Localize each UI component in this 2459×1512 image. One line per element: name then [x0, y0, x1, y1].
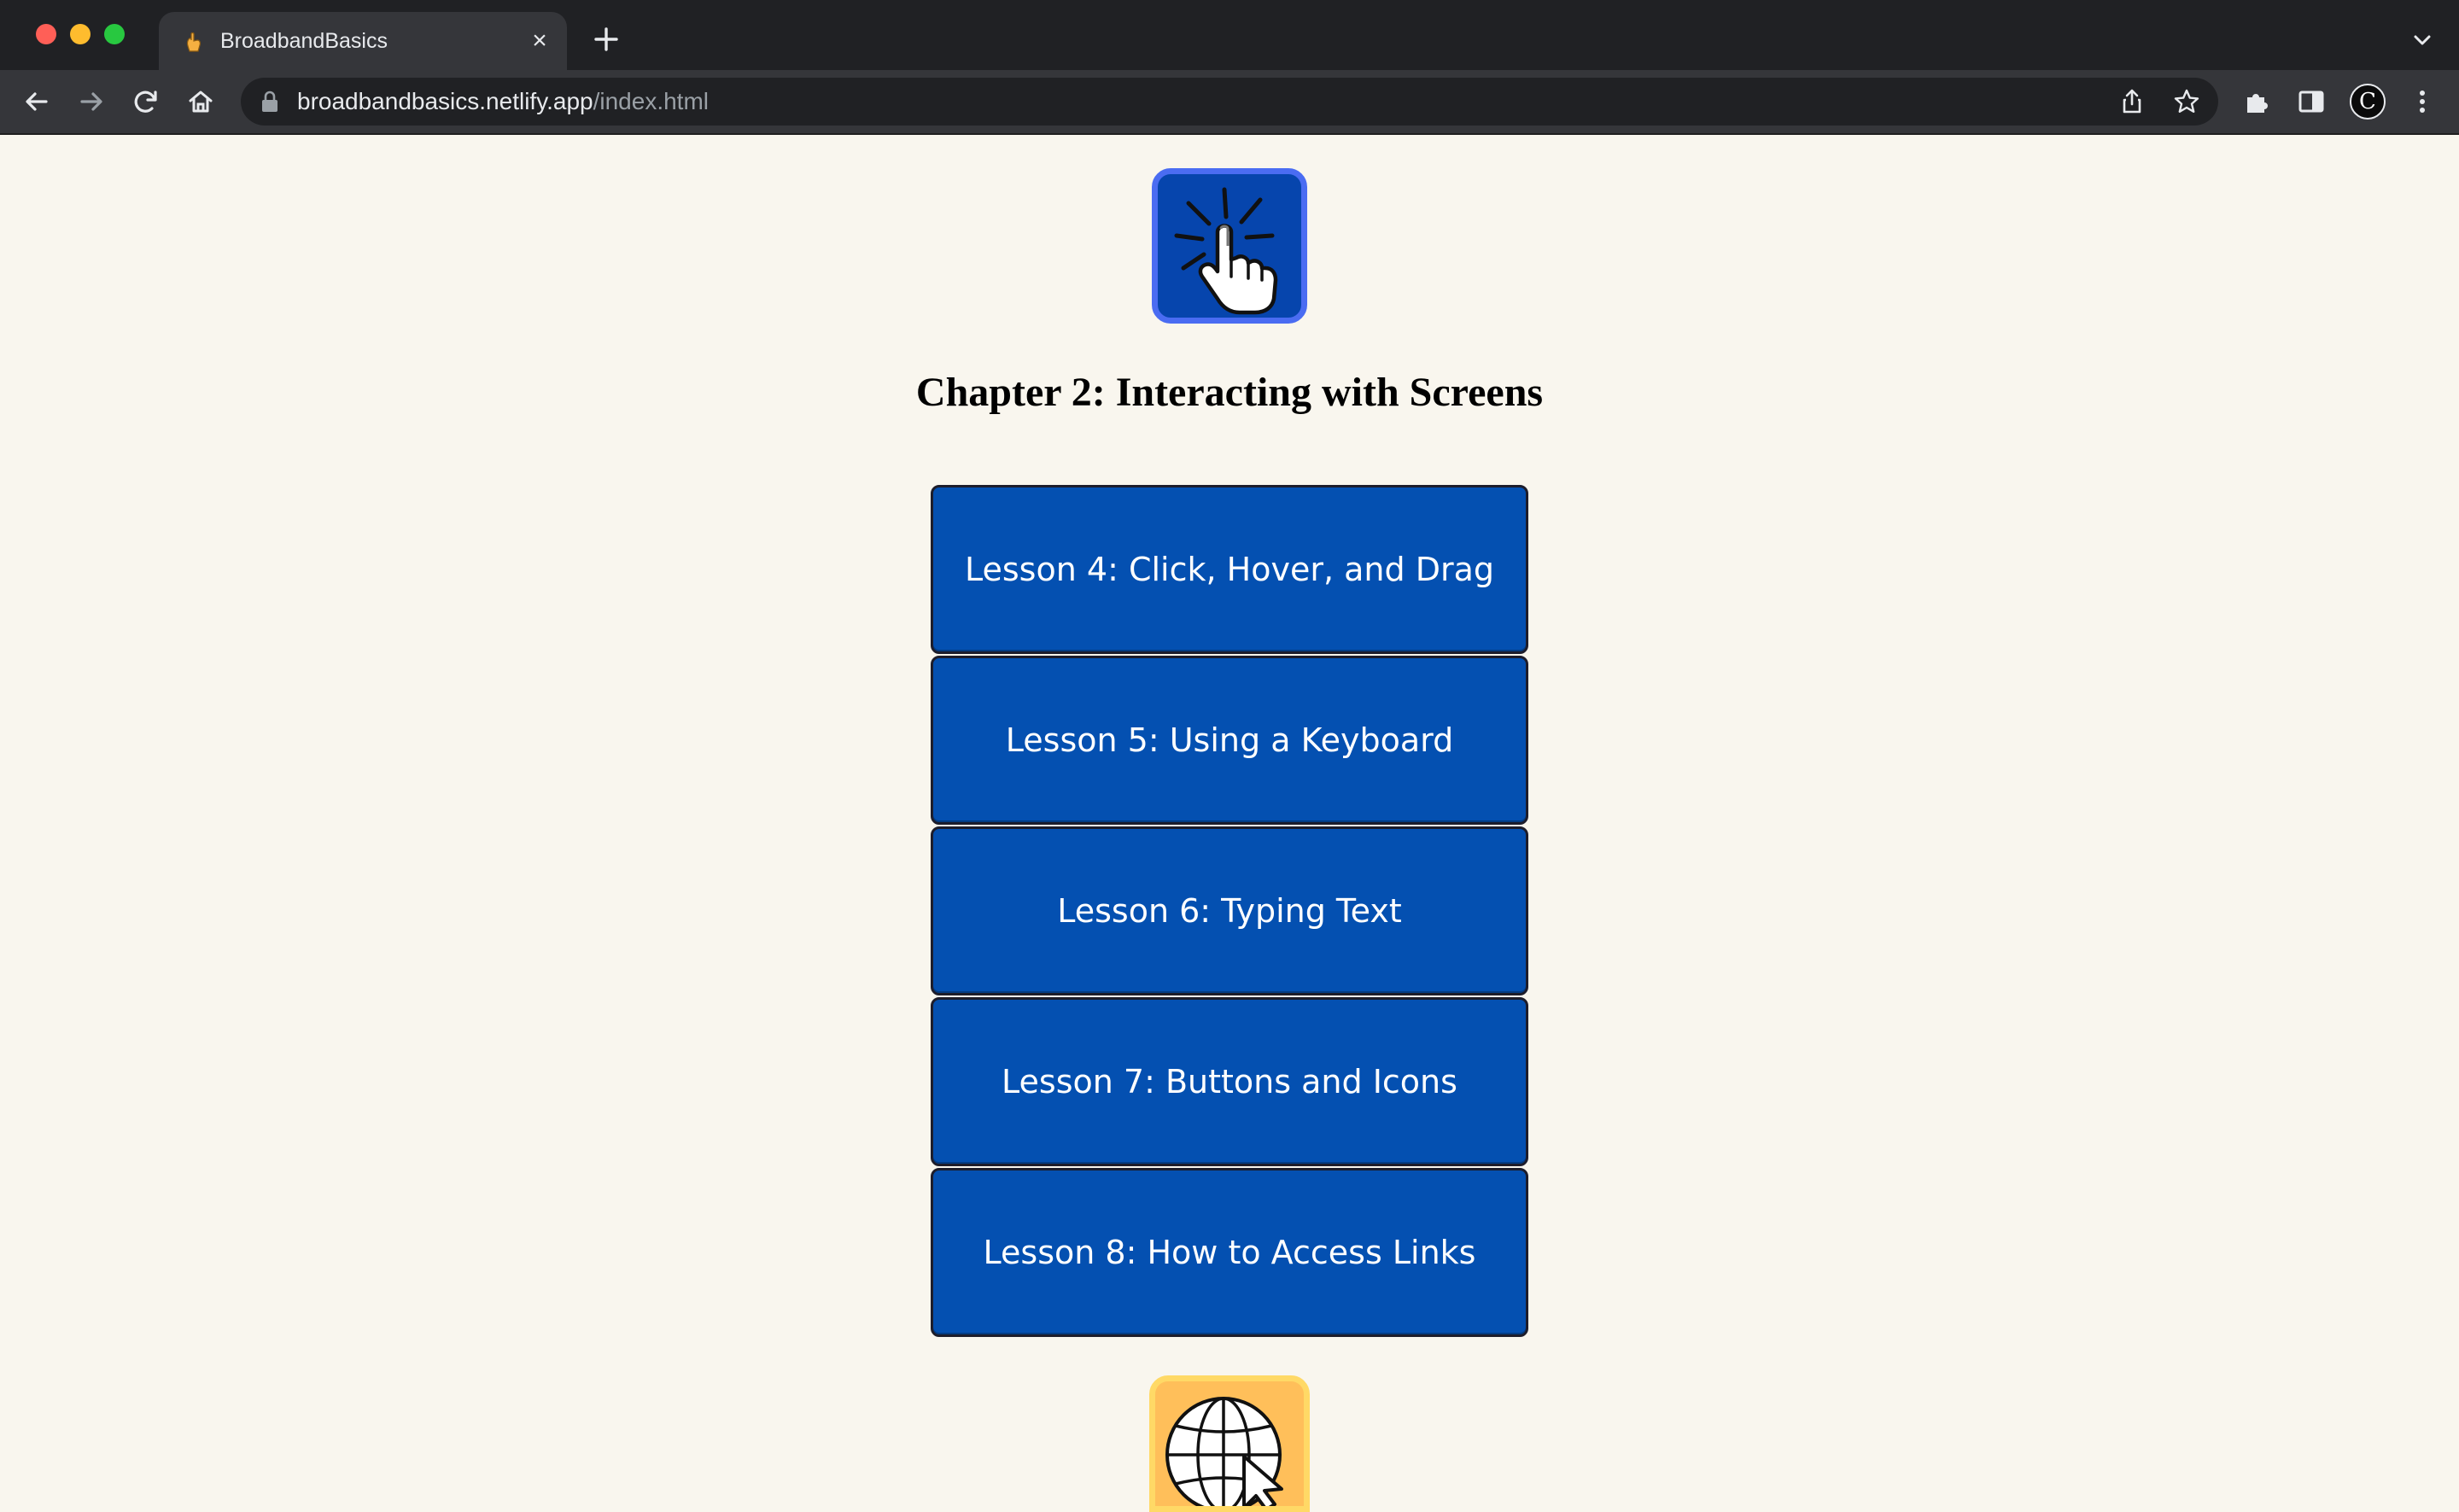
reload-icon[interactable]: [130, 85, 162, 118]
window-close-button[interactable]: [36, 24, 56, 44]
url-host: broadbandbasics.netlify.app: [297, 88, 593, 114]
back-arrow-icon[interactable]: [20, 85, 53, 118]
browser-tabstrip: [0, 0, 2459, 70]
tab-title: BroadbandBasics: [220, 29, 388, 53]
more-menu-icon[interactable]: [2406, 85, 2439, 118]
site-favicon-icon: [181, 29, 207, 55]
lesson-7-button[interactable]: Lesson 7: Buttons and Icons: [931, 997, 1528, 1166]
home-icon[interactable]: [184, 85, 217, 118]
bookmark-star-icon[interactable]: [2172, 87, 2201, 116]
lesson-6-button[interactable]: Lesson 6: Typing Text: [931, 826, 1528, 995]
globe-cursor-icon: [1149, 1375, 1310, 1512]
side-panel-icon[interactable]: [2295, 85, 2328, 118]
forward-arrow-icon[interactable]: [75, 85, 108, 118]
pointing-hand-icon: [1152, 168, 1307, 324]
tab-search-chevron-icon[interactable]: [2409, 27, 2435, 53]
url-text[interactable]: [297, 86, 709, 117]
browser-toolbar: [0, 70, 2459, 135]
lesson-8-button[interactable]: Lesson 8: How to Access Links: [931, 1168, 1528, 1337]
window-minimize-button[interactable]: [70, 24, 91, 44]
profile-avatar[interactable]: C: [2350, 84, 2386, 120]
lesson-5-button[interactable]: Lesson 5: Using a Keyboard: [931, 656, 1528, 825]
chapter-title: Chapter 2: Interacting with Screens: [915, 370, 1544, 415]
tab-close-icon[interactable]: ×: [532, 26, 547, 55]
page-content: [0, 135, 2459, 1492]
lesson-4-button[interactable]: Lesson 4: Click, Hover, and Drag: [931, 485, 1528, 654]
lock-icon[interactable]: [260, 90, 280, 113]
new-tab-icon[interactable]: [589, 22, 623, 56]
lesson-list: [931, 485, 1528, 1339]
share-icon[interactable]: [2117, 87, 2147, 116]
window-zoom-button[interactable]: [104, 24, 125, 44]
extensions-puzzle-icon[interactable]: [2240, 85, 2273, 118]
url-path: /index.html: [593, 88, 710, 114]
browser-tab-active[interactable]: [159, 12, 567, 70]
address-bar[interactable]: [241, 78, 2218, 126]
